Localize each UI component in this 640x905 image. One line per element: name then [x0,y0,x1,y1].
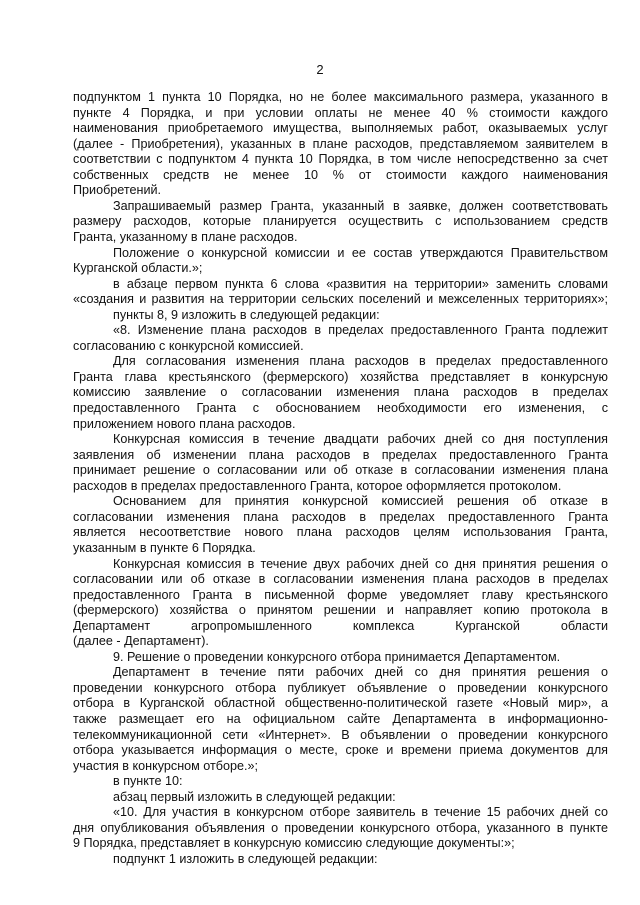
text-line: Гранта глава крестьянского (фермерского) хозяйства представляет в конкурсную [73,369,608,384]
text-line: Запрашиваемый размер Гранта, указанный в заявке, должен соответствовать [113,198,608,213]
text-line: (далее - Приобретения), указанных в плане расходов, представляемом заявителем в [73,136,608,151]
text-line: абзац первый изложить в следующей редакции: [113,789,396,804]
text-line: Гранта, указанному в плане расходов. [73,229,298,244]
text-line: телекоммуникационной сети «Интернет». В объявлении о проведении конкурсного [73,727,608,742]
text-line: участия в конкурсном отборе.»; [73,758,259,773]
text-line: дня опубликования объявления о проведении конкурсного отбора, указанного в пункте [73,820,608,835]
text-line: также размещает его на официальном сайте Департамента в информационно- [73,712,608,726]
text-line: «создания и развития на территории сельских поселений и межселенных территориях»; [73,292,608,307]
text-line: указанным в пункте 6 Порядка. [73,540,256,555]
text-line: Конкурсная комиссия в течение двадцати рабочих дней со дня поступления [113,432,608,447]
text-line: 9. Решение о проведении конкурсного отбора принимается Департаментом. [113,649,561,664]
text-line: Курганской области.»; [73,261,203,276]
text-line: собственных средств не менее 10 % от стоимости каждого наименования [73,167,608,182]
text-line: приложением нового плана расходов. [73,416,296,431]
text-line: «10. Для участия в конкурсном отборе заявитель в течение 15 рабочих дней со [113,805,608,820]
text-line: подпунктом 1 пункта 10 Порядка, но не более максимального размера, указанного в [73,90,608,104]
text-line: наименования приобретаемого имущества, выполняемых работ, оказываемых услуг [73,121,608,136]
text-line: заявления об изменении плана расходов в пределах предоставленного Гранта [73,447,608,462]
text-line: согласовании или об отказе в согласовании изменения плана расходов в пределах [73,572,608,587]
text-line: в пункте 10: [113,774,183,789]
text-line: Приобретений. [73,183,162,198]
text-line: принимает решение о согласовании или об отказе в согласовании изменения плана [73,463,608,478]
text-line: проведении конкурсного отбора публикует объявление о проведении конкурсного [73,680,608,695]
text-line: Положение о конкурсной комиссии и ее состав утверждаются Правительством [113,245,608,260]
text-line: согласовании изменения плана расходов в пределах предоставленного Гранта [73,509,608,524]
text-line: пункты 8, 9 изложить в следующей редакции: [113,307,380,322]
text-line: Для согласования изменения плана расходов в пределах предоставленного [113,354,608,369]
text-line: размеру расходов, которые планируется осуществить с использованием средств [73,214,608,229]
text-line: «8. Изменение плана расходов в пределах предоставленного Гранта подлежит [113,323,608,338]
text-line: предоставленного Гранта в письменной форме уведомляет главу крестьянского [73,587,608,602]
text-line: согласованию с конкурсной комиссией. [73,338,304,353]
text-line: подпункт 1 изложить в следующей редакции: [113,851,378,866]
text-line: комиссию заявление о согласовании изменения плана расходов в пределах [73,385,608,400]
text-line: Департамент агропромышленного комплекса Курганской области [73,618,608,633]
text-line: Конкурсная комиссия в течение двух рабочих дней со дня принятия решения о [113,556,608,571]
text-line: Департамент в течение пяти рабочих дней со дня принятия решения о [113,665,608,680]
text-line: расходов в пределах предоставленного Гранта, которое оформляется протоколом. [73,478,562,493]
text-line: предоставленного Гранта с обоснованием необходимости его изменения, с [73,401,608,415]
text-line: (фермерского) хозяйства о принятом решении и направляет копию протокола в [73,603,608,618]
text-line: соответствии с подпунктом 4 пункта 10 Порядка, в том числе непосредственно за счет [73,152,608,167]
text-line: является несоответствие нового плана расходов целям использования Гранта, [73,525,608,540]
text-line: (далее - Департамент). [73,634,209,649]
text-line: Основанием для принятия конкурсной комиссией решения об отказе в [113,494,608,509]
text-line: пункте 4 Порядка, и при условии оплаты не менее 40 % стоимости каждого [73,105,608,120]
text-line: 9 Порядка, представляет в конкурсную комиссию следующие документы:»; [73,836,515,851]
text-line: отбора указывается информация о месте, сроке и времени приема документов для [73,743,608,758]
text-line: отбора в Курганской областной общественно-политической газете «Новый мир», а [73,696,608,711]
text-line: в абзаце первом пункта 6 слова «развития на территории» заменить словами [113,276,608,291]
page-number: 2 [316,62,324,77]
